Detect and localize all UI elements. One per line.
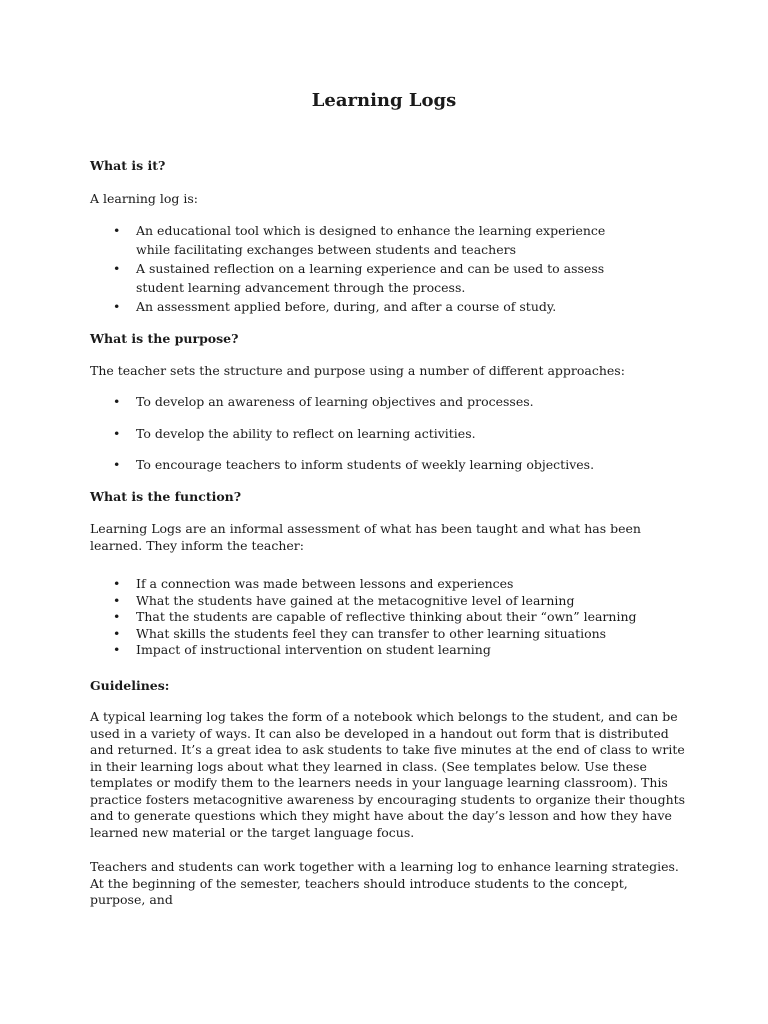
- list-item: [113, 221, 653, 259]
- list-item-text: To develop an awareness of learning objectives and processes.: [136, 394, 534, 409]
- list-item: [113, 457, 653, 474]
- list-item-text: That the students are capable of reflective thinking about their “own” learning: [136, 609, 637, 624]
- list-item-text: If a connection was made between lessons and experiences: [136, 576, 514, 591]
- bullet-glyph: •: [113, 642, 121, 657]
- list-item-text: Impact of instructional intervention on student learning: [136, 642, 491, 657]
- list-item: [113, 576, 653, 593]
- list-item: [113, 609, 653, 626]
- list-item: [113, 297, 653, 316]
- list-item-text: An assessment applied before, during, and after a course of study.: [136, 299, 557, 314]
- list-item: [113, 426, 653, 443]
- function-intro: Learning Logs are an informal assessment of what has been taught and what has been learned. They inform the teacher:: [90, 521, 641, 553]
- list-item-text: An educational tool which is designed to enhance the learning experience while facilitating exchanges between students and teachers: [136, 223, 606, 257]
- list-item-text: What skills the students feel they can transfer to other learning situations: [136, 625, 607, 641]
- bullet-glyph: •: [113, 425, 121, 441]
- list-item: [113, 642, 653, 659]
- list-item-text: A sustained reflection on a learning experience and can be used to assess student learning advancement through the process.: [136, 261, 605, 295]
- purpose-intro: The teacher sets the structure and purpose using a number of different approaches:: [90, 363, 625, 378]
- list-item-text: To develop the ability to reflect on learning activities.: [136, 425, 476, 441]
- heading-what-is-it: What is it?: [90, 158, 166, 173]
- heading-purpose: What is the purpose?: [90, 331, 239, 346]
- list-item: [113, 593, 653, 610]
- bullet-glyph: •: [113, 576, 121, 591]
- what-is-it-list: [113, 221, 653, 316]
- what-is-it-intro: A learning log is:: [90, 191, 199, 206]
- purpose-list: [113, 394, 653, 474]
- page-title: Learning Logs: [311, 90, 457, 111]
- bullet-glyph: •: [113, 223, 121, 238]
- list-item-text: To encourage teachers to inform students of weekly learning objectives.: [136, 457, 595, 472]
- heading-function: What is the function?: [90, 489, 242, 504]
- function-list: [113, 576, 653, 659]
- list-item-text: What the students have gained at the metacognitive level of learning: [136, 592, 575, 608]
- guidelines-paragraph-1: A typical learning log takes the form of a notebook which belongs to the student, and can be used in a variety of ways. It can also be developed in a handout out form that is distributed and returned. It’s a great idea to ask students to take five minutes at the end of class to write in their learning logs about what they learned in class. (See templates below. Use these templates or modify them to the learners needs in your language learning classroom). This practice fosters metacognitive awareness by encouraging students to organize their thoughts and to generate questions which they might have about the day’s lesson and how they have learned new material or the target language focus.: [90, 709, 686, 840]
- bullet-glyph: •: [113, 592, 121, 608]
- list-item: [113, 259, 653, 297]
- heading-guidelines: Guidelines:: [90, 678, 170, 693]
- list-item: [113, 626, 653, 643]
- bullet-glyph: •: [113, 299, 121, 314]
- list-item: [113, 394, 653, 411]
- guidelines-paragraph-2: Teachers and students can work together with a learning log to enhance learning strategies. At the beginning of the semester, teachers should introduce students to the concept, purpose, and: [90, 859, 679, 907]
- bullet-glyph: •: [113, 625, 121, 641]
- bullet-glyph: •: [113, 609, 121, 624]
- bullet-glyph: •: [113, 394, 121, 409]
- bullet-glyph: •: [113, 261, 121, 276]
- bullet-glyph: •: [113, 457, 121, 472]
